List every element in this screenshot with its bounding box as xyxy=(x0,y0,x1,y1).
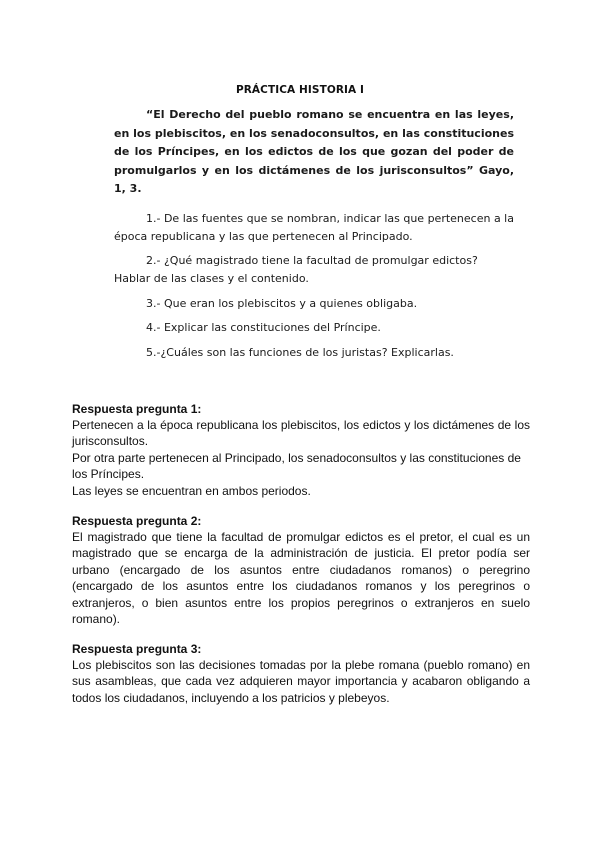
answer-heading: Respuesta pregunta 2: xyxy=(72,514,202,528)
answer-body xyxy=(72,417,530,499)
answer-paragraph: Por otra parte pertenecen al Principado, los senadoconsultos y las constituciones de los Príncipes. xyxy=(72,450,521,482)
answer-heading: Respuesta pregunta 3: xyxy=(72,642,202,656)
answer-paragraph: Las leyes se encuentran en ambos periodos. xyxy=(72,483,311,498)
answer-body: El magistrado que tiene la facultad de promulgar edictos es el pretor, el cual es un magistrado que se encarga de la administración de justicia. El pretor podía ser urbano (encargado de los asuntos entre ciudadanos romanos) o peregrino (encargado de los asuntos entre los ciudadanos romanos y los peregrinos o extranjeros, o bien asuntos entre los propios peregrinos o extranjeros en suelo romano). xyxy=(72,530,530,627)
gayo-quote: “El Derecho del pueblo romano se encuentra en las leyes, en los plebiscitos, en los senadoconsultos, en las constituciones de los Príncipes, en los edictos de los que gozan del poder de promulgarlos y en los dictámenes de los jurisconsultos” Gayo, 1, 3. xyxy=(114,108,514,196)
document-title: PRÁCTICA HISTORIA I xyxy=(235,84,365,96)
question-item: 1.- De las fuentes que se nombran, indicar las que pertenecen a la época republicana y las que pertenecen al Principado. xyxy=(114,212,514,243)
answer-body: Los plebiscitos son las decisiones tomadas por la plebe romana (pueblo romano) en sus asambleas, que cada vez adquieren mayor importancia y acabaron obligando a todos los ciudadanos, incluyendo a los patricios y plebeyos. xyxy=(72,658,530,705)
question-item: 2.- ¿Qué magistrado tiene la facultad de promulgar edictos? Hablar de las clases y el contenido. xyxy=(114,254,478,285)
question-item: 5.-¿Cuáles son las funciones de los juristas? Explicarlas. xyxy=(146,346,454,359)
question-item: 4.- Explicar las constituciones del Príncipe. xyxy=(146,321,381,334)
question-item: 3.- Que eran los plebiscitos y a quienes obligaba. xyxy=(146,297,418,310)
answer-paragraph: Pertenecen a la época republicana los plebiscitos, los edictos y los dictámenes de los jurisconsultos. xyxy=(72,418,530,449)
answer-heading: Respuesta pregunta 1: xyxy=(72,402,202,416)
